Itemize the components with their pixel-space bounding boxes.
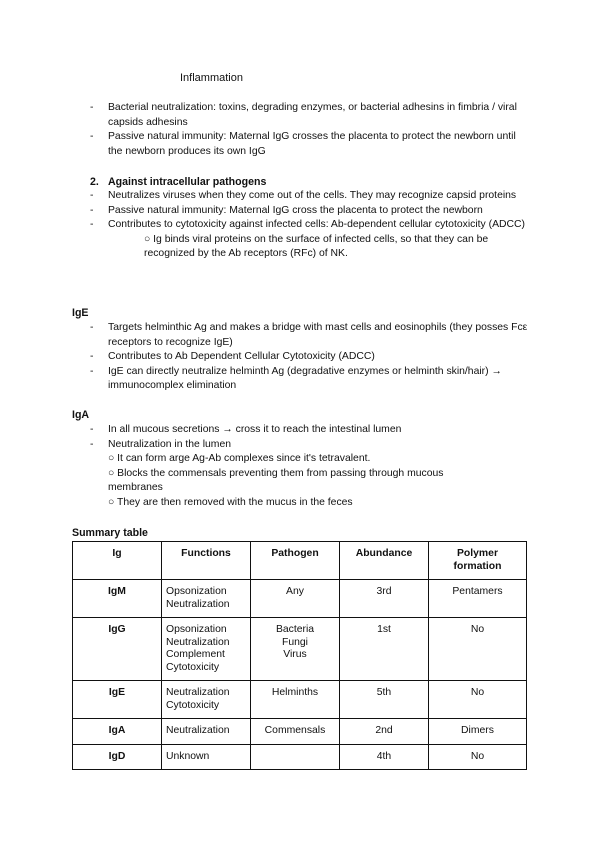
cell-ig: IgA (73, 719, 162, 745)
list-item (72, 189, 532, 204)
item-text: In all mucous secretions → cross it to reach the intestinal lumen (108, 424, 402, 435)
function-line: Opsonization (166, 624, 227, 635)
summary-table (72, 541, 527, 770)
intro-list (72, 101, 532, 159)
cell-abundance: 1st (340, 618, 429, 681)
section-heading: IgE (72, 307, 89, 319)
cell-ig: IgG (73, 618, 162, 681)
bullet-dash: - (90, 131, 94, 142)
item-text: Neutralization in the lumen (108, 438, 232, 450)
pathogen-line: Virus (283, 649, 307, 660)
ige-section (72, 306, 532, 394)
pathogen-line: Fungi (282, 636, 308, 648)
cell-polymer: No (429, 681, 527, 719)
cell-abundance: 5th (340, 681, 429, 719)
item-text: Bacterial neutralization: toxins, degrading enzymes, or bacterial adhesins in fimbria / viral capsids adhesins (108, 102, 517, 128)
cell-pathogen (251, 719, 340, 745)
table-row (73, 744, 527, 770)
intracellular-section (72, 175, 532, 262)
bullet-dash: - (90, 204, 94, 216)
list-item (72, 130, 532, 159)
cell-abundance: 4th (340, 744, 429, 770)
item-text: Neutralizes viruses when they come out of the cells. They may recognize capsid proteins (108, 190, 517, 201)
function-line: Cytotoxicity (166, 661, 220, 673)
function-line: Unknown (166, 750, 210, 762)
list-item (72, 423, 532, 438)
cell-ig: IgD (73, 744, 162, 770)
list-item (72, 438, 532, 453)
cell-pathogen (251, 580, 340, 618)
sub-item: ○ They are then removed with the mucus in the feces (108, 496, 353, 508)
function-line: Cytotoxicity (166, 699, 220, 711)
item-text: Targets helminthic Ag and makes a bridge with mast cells and eosinophils (they posses Fcε receptors to recognize IgE) (108, 322, 528, 348)
column-header: Polymer formation (429, 542, 527, 580)
function-line: Complement (166, 649, 225, 660)
sub-item: ○ It can form arge Ag-Ab complexes since it's tetravalent. (108, 453, 371, 464)
item-text: Passive natural immunity: Maternal IgG crosses the placenta to protect the newborn until the newborn produces its own IgG (108, 131, 516, 157)
item-text: Passive natural immunity: Maternal IgG cross the placenta to protect the newborn (108, 204, 483, 216)
cell-polymer: Pentamers (429, 580, 527, 618)
cell-ig: IgM (73, 580, 162, 618)
item-text: Contributes to Ab Dependent Cellular Cytotoxicity (ADCC) (108, 351, 375, 362)
function-line: Opsonization (166, 586, 227, 597)
cell-functions (162, 744, 251, 770)
item-text: IgE can directly neutralize helminth Ag (degradative enzymes or helminth skin/hair) → immunocomplex elimination (108, 365, 502, 391)
item-text: Contributes to cytotoxicity against infected cells: Ab-dependent cellular cytotoxicity (ADCC) (108, 219, 525, 230)
table-row (73, 719, 527, 745)
pathogen-line: Helminths (271, 687, 319, 698)
list-item (72, 365, 532, 394)
column-header: Ig (73, 542, 162, 580)
table-row (73, 580, 527, 618)
cell-polymer: Dimers (429, 719, 527, 745)
sub-item: ○ Blocks the commensals preventing them from passing through mucous membranes (108, 467, 444, 493)
table-body (73, 580, 527, 770)
cell-polymer: No (429, 618, 527, 681)
page-title: Inflammation (180, 72, 243, 84)
pathogen-line: Bacteria (275, 624, 315, 635)
table-title: Summary table (72, 527, 148, 539)
column-header: Abundance (340, 542, 429, 580)
function-line: Neutralization (166, 687, 230, 698)
bullet-dash: - (90, 424, 94, 435)
table-header-row (73, 542, 527, 580)
section-heading: IgA (72, 409, 90, 421)
cell-functions (162, 618, 251, 681)
cell-abundance: 2nd (340, 719, 429, 745)
function-line: Neutralization (166, 725, 230, 736)
bullet-dash: - (90, 102, 94, 113)
list-item (72, 350, 532, 365)
sub-item-text: ○ Ig binds viral proteins on the surface of infected cells, so that they can be recognized by the Ab receptors (RFc) of NK. (144, 233, 489, 259)
cell-functions (162, 681, 251, 719)
table-row (73, 618, 527, 681)
bullet-dash: - (90, 190, 94, 201)
list-item (72, 321, 532, 350)
table-row (73, 681, 527, 719)
bullet-dash: - (90, 322, 94, 333)
cell-functions (162, 719, 251, 745)
bullet-dash: - (90, 219, 94, 230)
function-line: Neutralization (166, 636, 230, 648)
cell-pathogen (251, 618, 340, 681)
pathogen-line: Commensals (264, 725, 326, 736)
list-item (72, 101, 532, 130)
cell-pathogen (251, 681, 340, 719)
section-heading (72, 175, 532, 189)
cell-functions (162, 580, 251, 618)
bullet-dash: - (90, 438, 94, 450)
cell-pathogen (251, 744, 340, 770)
list-item (72, 218, 532, 233)
heading-number: 2. (90, 176, 99, 188)
pathogen-line: Any (286, 586, 304, 597)
bullet-dash: - (90, 365, 94, 377)
heading-text: Against intracellular pathogens (108, 176, 267, 188)
column-header: Functions (162, 542, 251, 580)
sub-item (72, 233, 532, 262)
list-item (72, 204, 532, 219)
cell-abundance: 3rd (340, 580, 429, 618)
bullet-dash: - (90, 351, 94, 362)
cell-polymer: No (429, 744, 527, 770)
iga-section (72, 408, 532, 510)
column-header: Pathogen (251, 542, 340, 580)
function-line: Neutralization (166, 598, 230, 610)
cell-ig: IgE (73, 681, 162, 719)
